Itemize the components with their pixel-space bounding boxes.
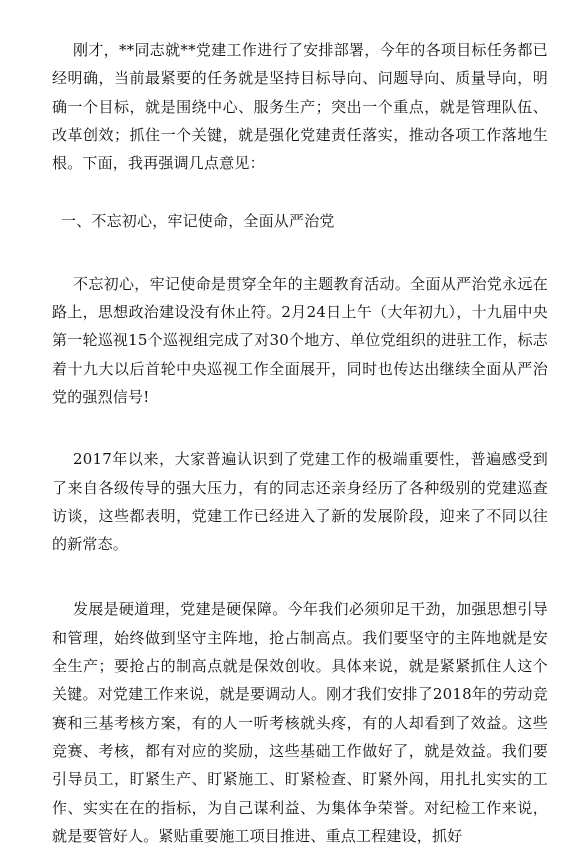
section-heading: 一、不忘初心，牢记使命，全面从严治党: [61, 212, 335, 231]
section-paragraph-1: 不忘初心，牢记使命是贯穿全年的主题教育活动。全面从严治党永远在路上，思想政治建设没有休止符。2月24日上午（大年初九），十九届中央第一轮巡视15个巡视组完成了对30个地方、单位党组织的进驻工作，标志着十九大以后首轮中央巡视工作全面展开，同时也传达出继续全面从严治党的强烈信号!: [52, 274, 548, 406]
section-paragraph-2: 2017年以来，大家普遍认识到了党建工作的极端重要性，普遍感受到了来自各级传导的强大压力，有的同志还亲身经历了各种级别的党建巡查访谈，这些都表明，党建工作已经进入了新的发展阶段，迎来了不同以往的新常态。: [52, 450, 548, 554]
intro-paragraph: 刚才，**同志就**党建工作进行了安排部署，今年的各项目标任务都已经明确，当前最紧要的任务就是坚持目标导向、问题导向、质量导向，明确一个目标，就是围绕中心、服务生产；突出一个重点，就是管理队伍、改革创效；抓住一个关键，就是强化党建责任落实，推动各项工作落地生根。下面，我再强调几点意见：: [52, 41, 548, 173]
section-paragraph-3: 发展是硬道理，党建是硬保障。今年我们必须卯足干劲，加强思想引导和管理，始终做到坚守主阵地，抢占制高点。我们要坚守的主阵地就是安全生产；要抢占的制高点就是保效创收。具体来说，就是紧紧抓住人这个关键。对党建工作来说，就是要调动人。刚才我们安排了2018年的劳动竞赛和三基考核方案，有的人一听考核就头疼，有的人却看到了效益。这些竞赛、考核，都有对应的奖励，这些基础工作做好了，就是效益。我们要引导员工，盯紧生产、盯紧施工、盯紧检查、盯紧外闯，用扎扎实实的工作、实实在在的指标，为自己谋利益、为集体争荣誉。对纪检工作来说，就是要管好人。紧贴重要施工项目推进、重点工程建设，抓好: [52, 600, 548, 845]
